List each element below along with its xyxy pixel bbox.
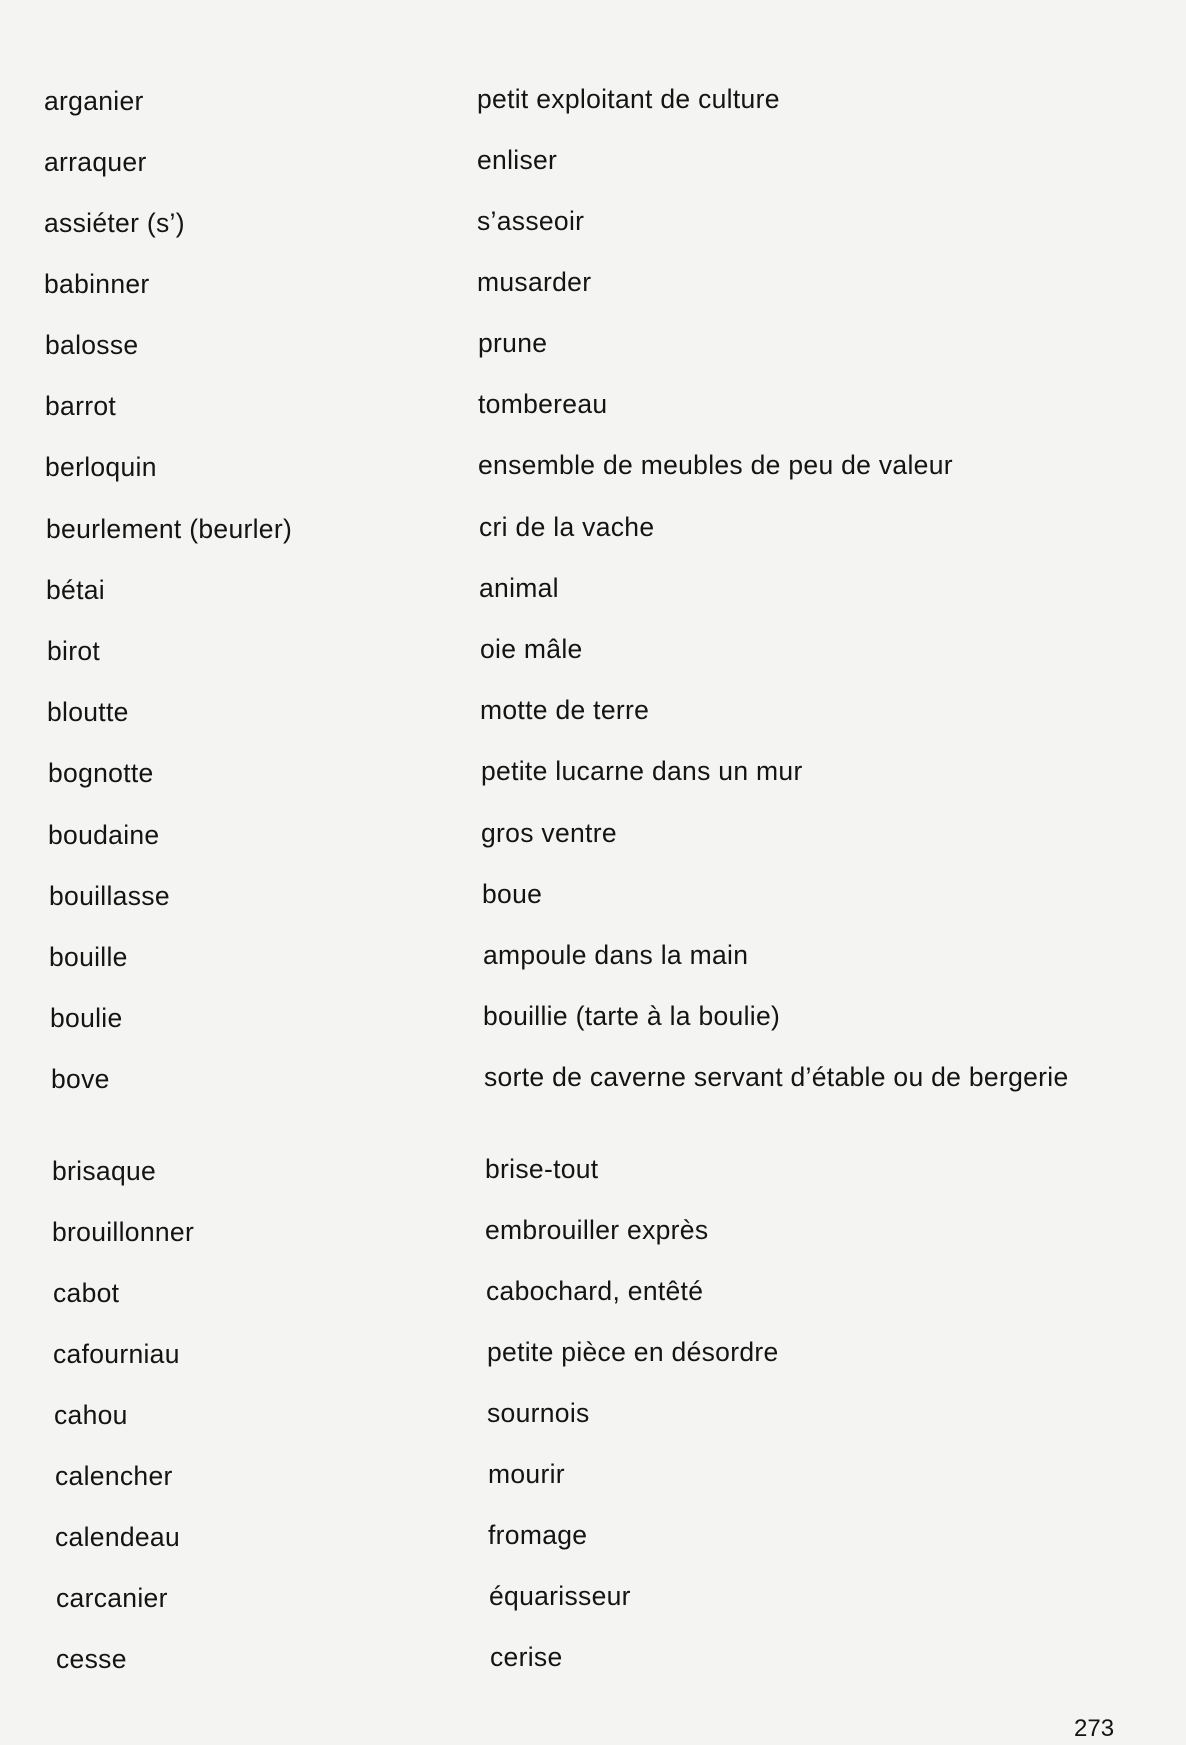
glossary-term: bétai [46, 575, 105, 605]
glossary-definition: prune [478, 328, 548, 358]
glossary-term: carcanier [56, 1583, 168, 1613]
glossary-definition: enliser [477, 145, 558, 175]
glossary-entry [0, 452, 1186, 492]
glossary-entry [0, 269, 1186, 309]
glossary-definition: motte de terre [480, 695, 650, 725]
glossary-entry [0, 330, 1186, 370]
glossary-term: birot [47, 636, 101, 666]
glossary-entry [0, 1278, 1186, 1318]
glossary-term: bouille [49, 942, 128, 972]
glossary-entry [0, 86, 1186, 126]
glossary-definition: cri de la vache [479, 512, 655, 542]
glossary-definition: ensemble de meubles de peu de valeur [478, 450, 953, 480]
glossary-entry [0, 1339, 1186, 1379]
glossary-entry [0, 758, 1186, 798]
glossary-term: cesse [56, 1644, 127, 1674]
glossary-entry [0, 1064, 1186, 1104]
glossary-term: bove [51, 1064, 110, 1094]
glossary-definition: mourir [488, 1459, 565, 1489]
glossary-entry [0, 1644, 1186, 1684]
glossary-definition: boue [482, 879, 543, 909]
page-number: 273 [1074, 1715, 1115, 1742]
glossary-definition: animal [479, 573, 559, 603]
glossary-entry [0, 575, 1186, 615]
glossary-entry [0, 1003, 1186, 1043]
glossary-entry [0, 147, 1186, 187]
glossary-definition: petit exploitant de culture [477, 84, 780, 114]
glossary-term: bognotte [48, 758, 154, 788]
glossary-definition: sorte de caverne servant d’étable ou de bergerie [484, 1062, 1069, 1092]
glossary-entry [0, 1156, 1186, 1196]
glossary-entry [0, 636, 1186, 676]
glossary-entry [0, 1400, 1186, 1440]
glossary-term: calencher [55, 1461, 173, 1491]
glossary-definition: cabochard, entêté [486, 1276, 704, 1306]
glossary-entry [0, 942, 1186, 982]
glossary-term: cafourniau [53, 1339, 180, 1369]
glossary-definition: petite lucarne dans un mur [481, 756, 803, 786]
glossary-definition: s’asseoir [477, 206, 585, 236]
glossary-entry [0, 697, 1186, 737]
glossary-entry [0, 820, 1186, 860]
glossary-entry [0, 208, 1186, 248]
glossary-entry [0, 391, 1186, 431]
glossary-entry [0, 514, 1186, 554]
glossary-entry [0, 1583, 1186, 1623]
glossary-definition: oie mâle [480, 634, 583, 664]
glossary-term: bouillasse [49, 881, 170, 911]
glossary-term: brouillonner [52, 1217, 195, 1247]
glossary-definition: musarder [477, 267, 592, 297]
glossary-term: babinner [44, 269, 150, 299]
glossary-term: boudaine [48, 820, 160, 850]
glossary-term: beurlement (beurler) [46, 514, 293, 544]
glossary-term: cahou [54, 1400, 128, 1430]
glossary-entry [0, 1461, 1186, 1501]
glossary-term: boulie [50, 1003, 123, 1033]
glossary-definition: équarisseur [489, 1581, 631, 1611]
glossary-definition: gros ventre [481, 818, 617, 848]
glossary-term: brisaque [52, 1156, 157, 1186]
glossary-term: arraquer [44, 147, 147, 177]
glossary-definition: ampoule dans la main [483, 940, 749, 970]
glossary-definition: cerise [490, 1642, 563, 1672]
glossary-entry [0, 881, 1186, 921]
glossary-definition: bouillie (tarte à la boulie) [483, 1001, 781, 1031]
glossary-definition: embrouiller exprès [485, 1215, 709, 1245]
glossary-term: balosse [45, 330, 139, 360]
glossary-term: assiéter (s’) [44, 208, 185, 238]
glossary-definition: tombereau [478, 389, 608, 419]
glossary-entry [0, 1522, 1186, 1562]
glossary-term: arganier [44, 86, 144, 116]
glossary-definition: fromage [488, 1520, 588, 1550]
glossary-entry [0, 1217, 1186, 1257]
glossary-term: berloquin [45, 452, 157, 482]
glossary-term: barrot [45, 391, 117, 421]
glossary-definition: petite pièce en désordre [487, 1337, 779, 1367]
glossary-term: cabot [53, 1278, 120, 1308]
glossary-term: calendeau [55, 1522, 181, 1552]
glossary-definition: brise-tout [485, 1154, 599, 1184]
glossary-definition: sournois [487, 1398, 590, 1428]
glossary-term: bloutte [47, 697, 129, 727]
